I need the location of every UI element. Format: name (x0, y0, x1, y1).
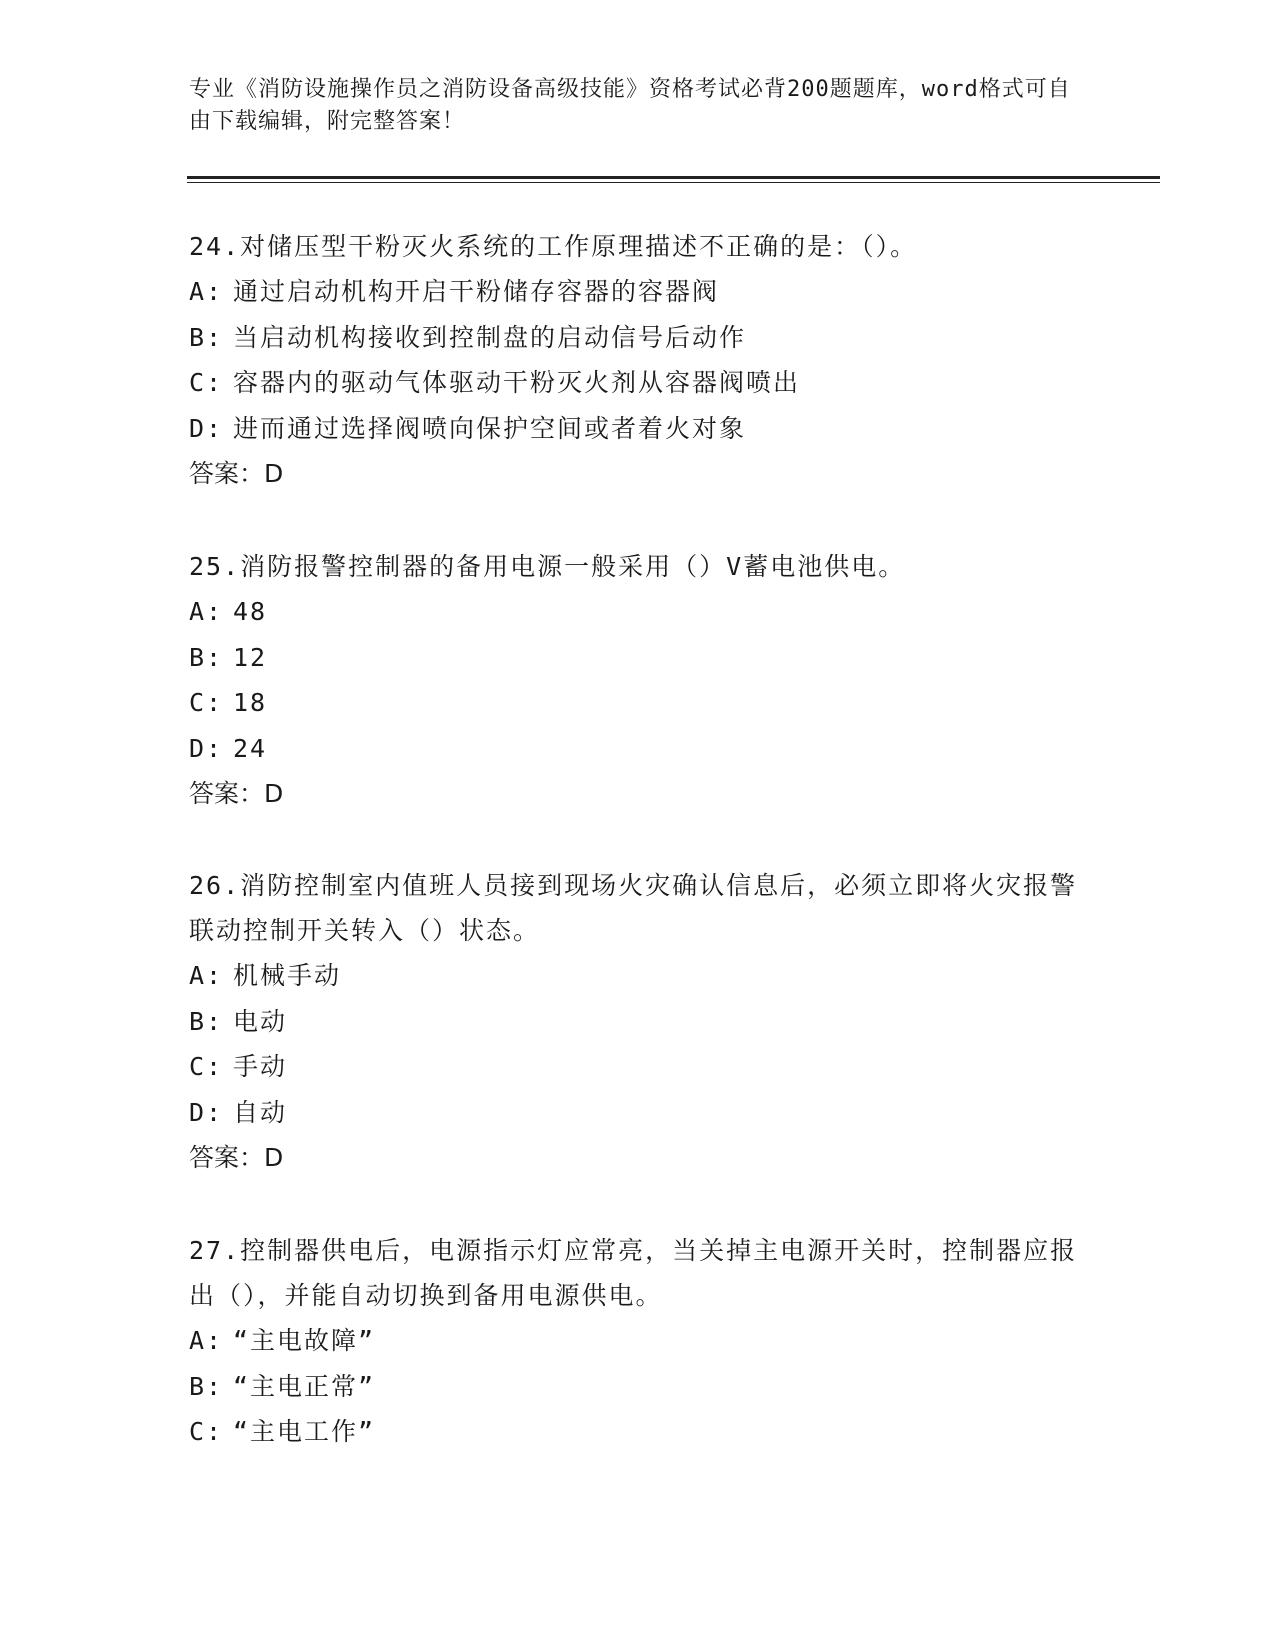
option-letter: C: (189, 688, 224, 717)
option-c (189, 680, 1089, 726)
option-text: 12 (233, 642, 268, 672)
option-text: “主电正常” (233, 1371, 376, 1401)
option-b (189, 999, 1089, 1045)
question-stem: 27.控制器供电后，电源指示灯应常亮，当关掉主电源开关时，控制器应报出（），并能自动切换到备用电源供电。 (189, 1236, 1078, 1310)
answer-line: 答案：D (189, 459, 284, 488)
option-letter: A: (189, 597, 224, 626)
answer-line: 答案：D (189, 1143, 284, 1172)
question-26 (189, 863, 1089, 1181)
option-letter: C: (189, 1417, 224, 1446)
option-letter: C: (189, 1052, 224, 1081)
option-text: 当启动机构接收到控制盘的启动信号后动作 (233, 322, 747, 352)
option-text: 24 (233, 733, 268, 763)
option-letter: B: (189, 642, 224, 672)
option-text: 通过启动机构开启干粉储存容器的容器阀 (233, 277, 720, 306)
question-stem: 25.消防报警控制器的备用电源一般采用（）V蓄电池供电。 (189, 552, 906, 581)
option-a (189, 1318, 1089, 1364)
option-a (189, 269, 1089, 315)
option-a (189, 589, 1089, 635)
option-letter: A: (189, 961, 224, 990)
header-divider-thick (187, 176, 1160, 179)
option-a (189, 953, 1089, 999)
option-b (189, 315, 1089, 361)
option-letter: C: (189, 368, 224, 397)
option-text: 容器内的驱动气体驱动干粉灭火剂从容器阀喷出 (233, 368, 801, 397)
option-d (189, 726, 1089, 772)
option-text: 机械手动 (233, 961, 342, 990)
question-25 (189, 544, 1089, 817)
option-letter: A: (189, 277, 224, 306)
option-letter: A: (189, 1326, 224, 1355)
option-letter: B: (189, 1371, 224, 1401)
option-d (189, 406, 1089, 452)
answer-line: 答案：D (189, 779, 284, 808)
option-text: “主电故障” (233, 1326, 376, 1355)
option-text: “主电工作” (233, 1417, 376, 1446)
option-c (189, 360, 1089, 406)
option-text: 48 (233, 597, 268, 626)
option-letter: D: (189, 733, 224, 763)
option-d (189, 1090, 1089, 1136)
option-c (189, 1409, 1089, 1455)
option-letter: D: (189, 1097, 224, 1127)
option-text: 18 (233, 688, 268, 717)
option-text: 进而通过选择阀喷向保护空间或者着火对象 (233, 413, 747, 443)
option-text: 手动 (233, 1052, 288, 1081)
option-letter: D: (189, 413, 224, 443)
question-stem: 24.对储压型干粉灭火系统的工作原理描述不正确的是：（）。 (189, 232, 918, 261)
option-b (189, 635, 1089, 681)
option-letter: B: (189, 322, 224, 352)
option-letter: B: (189, 1006, 224, 1036)
document-header: 专业《消防设施操作员之消防设备高级技能》资格考试必背200题题库，word格式可自由下载编辑，附完整答案！ (189, 77, 1071, 134)
option-text: 电动 (233, 1006, 288, 1036)
option-b (189, 1364, 1089, 1410)
question-24 (189, 224, 1089, 497)
question-27 (189, 1228, 1089, 1455)
option-text: 自动 (233, 1097, 288, 1127)
question-stem: 26.消防控制室内值班人员接到现场火灾确认信息后，必须立即将火灾报警联动控制开关转入（）状态。 (189, 871, 1078, 945)
header-divider-thin (187, 182, 1160, 183)
option-c (189, 1044, 1089, 1090)
